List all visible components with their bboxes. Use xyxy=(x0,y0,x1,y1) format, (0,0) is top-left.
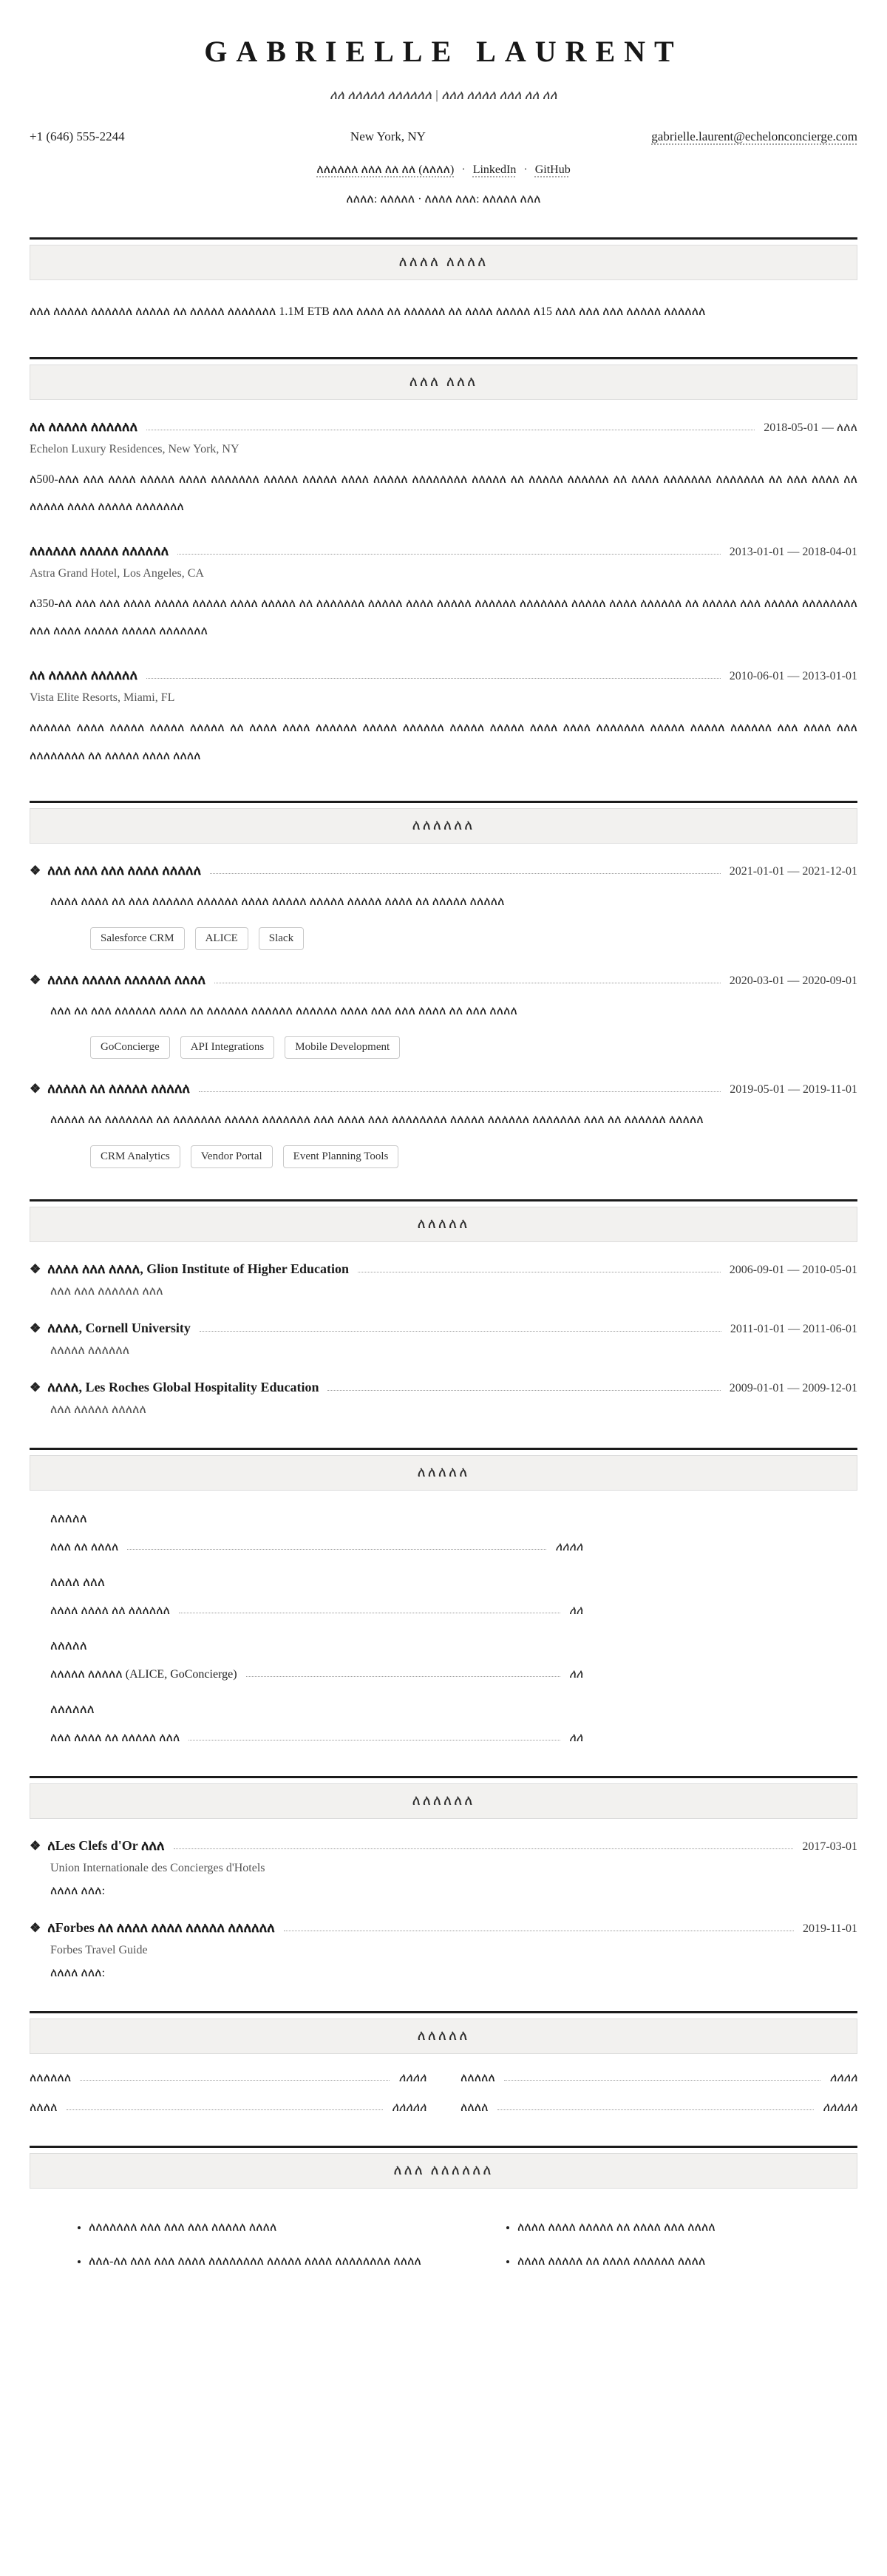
leader-line xyxy=(177,554,720,555)
job-description: ለ500-ለለለ ለለለ ለለለለ ለለለለለ ለለለለ ለለለለለለለ ለለለለለ ለለለለለ ለለለለ ለለለለለ ለለለለለለለለ ለለለለለ ለለ ለለለለለ ለለለለለለ ለለ ለለለለ ለለለለለለለ ለለለለለለለ ለለ ለለለ ለለለለ ለለ ለለለለለ ለለለለ ለለለለለ ለለለለለለለ xyxy=(30,472,857,514)
language-level: ለለለለለ xyxy=(823,2101,857,2114)
project-title-row xyxy=(30,863,857,878)
job-title-row xyxy=(30,543,857,559)
skill-row xyxy=(50,1732,583,1745)
summary-text: ለለለ ለለለለለ ለለለለለለ ለለለለለ ለለ ለለለለለ ለለለለለለለ 1.1M ETB ለለለ ለለለለ ለለ ለለለለለለ ለለ ለለለለ ለለለለለ ለ15 ለለለ ለለለ ለለለ ለለለለለ ለለለለለለ xyxy=(30,305,706,318)
language-level: ለለለለ xyxy=(829,2071,857,2084)
leader-line xyxy=(127,1549,546,1550)
award-date: 2017-03-01 xyxy=(802,1840,857,1853)
project-title: ለለለለ ለለለለለ ለለለለለለ ለለለለ xyxy=(47,972,206,987)
leader-line xyxy=(146,678,721,679)
skill-name: ለለለለ ለለለለ ለለ ለለለለለለ xyxy=(50,1604,171,1617)
project-dates: 2019-05-01 — 2019-11-01 xyxy=(730,1083,857,1097)
tag-chip: Mobile Development xyxy=(285,1036,400,1059)
education-title-row xyxy=(30,1261,857,1277)
interests-column-right xyxy=(458,2206,857,2275)
project-title: ለለለለለ ለለ ለለለለለ ለለለለለ xyxy=(47,1081,191,1097)
job-company: Astra Grand Hotel, Los Angeles, CA xyxy=(30,566,204,580)
leader-line xyxy=(174,1848,794,1849)
job-title-row xyxy=(30,419,857,435)
project-tags xyxy=(90,927,857,950)
interest-item: • ለለለለ ለለለለ ለለለለለ ለለ ለለለለ ለለለ ለለለለ xyxy=(517,2215,857,2240)
project-tags xyxy=(90,1036,857,1059)
section-rule xyxy=(30,801,857,803)
education-dates: 2009-01-01 — 2009-12-01 xyxy=(729,1381,857,1394)
education-section xyxy=(30,1199,857,1417)
section-rule xyxy=(30,2146,857,2148)
section-rule xyxy=(30,357,857,359)
job-company: Vista Elite Resorts, Miami, FL xyxy=(30,691,175,704)
language-item xyxy=(30,2072,426,2085)
skills-section-header: ለለለለለ xyxy=(30,1455,857,1491)
summary-section-header: ለለለለ ለለለለ xyxy=(30,245,857,280)
interests-grid xyxy=(30,2206,857,2275)
language-item xyxy=(461,2101,857,2115)
skill-level: ለለ xyxy=(568,1604,583,1617)
education-note: ለለለ ለለለለለ ለለለለለ xyxy=(50,1403,146,1416)
award-item xyxy=(30,1920,857,1980)
job-title: ለለ ለለለለለ ለለለለለለ xyxy=(30,418,138,434)
award-title-row xyxy=(30,1920,857,1936)
award-title: ለForbes ለለ ለለለለ ለለለለ ለለለለለ ለለለለለለ xyxy=(47,1919,275,1935)
awards-section-header: ለለለለለለ xyxy=(30,1783,857,1819)
project-dates: 2020-03-01 — 2020-09-01 xyxy=(729,974,857,987)
education-degree: ለለለለ ለለለ ለለለለ, Glion Institute of Higher Education xyxy=(47,1261,349,1276)
leader-line xyxy=(67,2109,384,2110)
skill-category: ለለለለለ xyxy=(50,1638,87,1653)
skill-name: ለለለ ለለ ለለለለ xyxy=(50,1540,119,1553)
diamond-icon: ❖ xyxy=(30,1838,41,1853)
education-section-header: ለለለለለ xyxy=(30,1207,857,1242)
project-description: ለለለለለ ለለ ለለለለለለለ ለለ ለለለለለለለ ለለለለለ ለለለለለለለ ለለለ ለለለለ ለለለ ለለለለለለለለ ለለለለለ ለለለለለለ ለለለለለለለ ለለለ ለለ ለለለለለለ ለለለለለ xyxy=(50,1114,704,1127)
skill-category: ለለለለለ xyxy=(50,1511,87,1525)
diamond-icon: ❖ xyxy=(30,1380,41,1394)
leader-line xyxy=(504,2080,821,2081)
education-item xyxy=(30,1321,857,1358)
interest-item: • ለለለለ ለለለለለ ለለ ለለለለ ለለለለለለ ለለለለ xyxy=(517,2249,857,2274)
language-item xyxy=(461,2072,857,2085)
job-title: ለለለለለለ ለለለለለ ለለለለለለ xyxy=(30,543,169,558)
skill-name: ለለለለለ ለለለለለ (ALICE, GoConcierge) xyxy=(50,1667,237,1681)
skill-level: ለለለለ xyxy=(555,1540,583,1553)
award-date: 2019-11-01 xyxy=(802,1922,857,1935)
tag-chip: CRM Analytics xyxy=(90,1145,180,1168)
projects-section-header: ለለለለለለ xyxy=(30,808,857,844)
languages-grid xyxy=(30,2072,857,2115)
location-text: New York, NY xyxy=(350,129,426,143)
project-item xyxy=(30,863,857,950)
language-item xyxy=(30,2101,426,2115)
education-note: ለለለ ለለለ ለለለለለለ ለለለ xyxy=(50,1284,163,1298)
award-org: Union Internationale des Concierges d'Hotels xyxy=(50,1861,265,1874)
education-item xyxy=(30,1261,857,1298)
skill-category: ለለለለለለ xyxy=(50,1701,95,1716)
award-note: ለለለለ ለለለ: xyxy=(50,1966,106,1979)
skill-row xyxy=(50,1541,583,1554)
leader-line xyxy=(80,2080,390,2081)
diamond-icon: ❖ xyxy=(30,972,41,987)
tag-chip: Salesforce CRM xyxy=(90,927,185,950)
language-name: ለለለለለለ xyxy=(30,2071,72,2084)
tag-chip: Slack xyxy=(259,927,304,950)
award-item xyxy=(30,1838,857,1898)
project-item xyxy=(30,972,857,1060)
phone-number: +1 (646) 555-2244 xyxy=(30,129,125,143)
experience-item xyxy=(30,668,857,770)
projects-section xyxy=(30,801,857,1168)
diamond-icon: ❖ xyxy=(30,1321,41,1335)
tag-chip: Event Planning Tools xyxy=(283,1145,399,1168)
diamond-icon: ❖ xyxy=(30,864,41,878)
leader-line xyxy=(327,1390,720,1391)
links-row xyxy=(30,163,857,177)
project-title-row xyxy=(30,972,857,988)
portfolio-link[interactable]: ለለለለለለ ለለለ ለለ ለለ (ለለለለ) xyxy=(316,163,455,176)
tagline: ለለ ለለለለለ ለለለለለለ | ለለለ ለለለለ ለለለ ለለ ለለ xyxy=(330,88,557,102)
section-rule xyxy=(30,1448,857,1450)
education-dates: 2011-01-01 — 2011-06-01 xyxy=(730,1322,857,1335)
summary-section xyxy=(30,237,857,326)
job-description: ለለለለለለ ለለለለ ለለለለለ ለለለለለ ለለለለለ ለለ ለለለለ ለለለለ ለለለለለለ ለለለለለ ለለለለለለ ለለለለለ ለለለለለ ለለለለ ለለለለ ለለለለለለለ ለለለለለ ለለለለለ ለለለለለለ ለለለ ለለለለ ለለለ ለለለለለለለለ ለለ ለለለለለ ለለለለ ለለለለ xyxy=(30,721,857,762)
award-title-row xyxy=(30,1838,857,1854)
project-dates: 2021-01-01 — 2021-12-01 xyxy=(729,865,857,878)
leader-line xyxy=(497,2109,815,2110)
leader-line xyxy=(246,1676,560,1677)
project-description: ለለለ ለለ ለለለ ለለለለለለ ለለለለ ለለ ለለለለለለ ለለለለለለ ለለለለለለ ለለለለ ለለለ ለለለ ለለለለ ለለ ለለለ ለለለለ xyxy=(50,1004,517,1017)
education-degree: ለለለለ, Les Roches Global Hospitality Education xyxy=(47,1379,319,1394)
education-title-row xyxy=(30,1380,857,1395)
language-level: ለለለለለ xyxy=(392,2101,426,2114)
languages-section-header: ለለለለለ xyxy=(30,2019,857,2054)
diamond-icon: ❖ xyxy=(30,1920,41,1935)
project-item xyxy=(30,1081,857,1168)
tag-chip: API Integrations xyxy=(180,1036,275,1059)
award-note: ለለለለ ለለለ: xyxy=(50,1884,106,1897)
project-description: ለለለለ ለለለለ ለለ ለለለ ለለለለለለ ለለለለለለ ለለለለ ለለለለለ ለለለለለ ለለለለለ ለለለለ ለለ ለለለለለ ለለለለለ xyxy=(50,895,505,909)
experience-item xyxy=(30,543,857,645)
interests-column-left xyxy=(30,2206,429,2275)
skill-category: ለለለለ ለለለ xyxy=(50,1574,105,1589)
job-company: Echelon Luxury Residences, New York, NY xyxy=(30,442,239,455)
experience-section-header: ለለለ ለለለ xyxy=(30,365,857,400)
dot-separator: · xyxy=(523,163,528,176)
experience-section xyxy=(30,357,857,770)
email-link[interactable]: gabrielle.laurent@echelonconcierge.com xyxy=(651,129,857,143)
language-level: ለለለለ xyxy=(398,2071,426,2084)
github-link[interactable]: GitHub xyxy=(534,163,571,176)
job-dates: 2010-06-01 — 2013-01-01 xyxy=(729,669,857,682)
language-name: ለለለለለ xyxy=(461,2071,495,2084)
education-note: ለለለለለ ለለለለለለ xyxy=(50,1343,130,1357)
job-dates: 2018-05-01 — ለለለ xyxy=(764,421,857,434)
interest-item: • ለለለ-ለለ ለለለ ለለለ ለለለለ ለለለለለለለለ ለለለለለ ለለለለ ለለለለለለለለ ለለለለ xyxy=(89,2249,429,2274)
linkedin-link[interactable]: LinkedIn xyxy=(472,163,517,176)
language-name: ለለለለ xyxy=(461,2101,489,2114)
interest-item: • ለለለለለለለ ለለለ ለለለ ለለለ ለለለለለ ለለለለ xyxy=(89,2215,429,2240)
education-item xyxy=(30,1380,857,1417)
tag-chip: Vendor Portal xyxy=(191,1145,273,1168)
page-title: GABRIELLE LAURENT xyxy=(204,35,683,68)
languages-section xyxy=(30,2011,857,2115)
skill-row xyxy=(50,1668,583,1681)
experience-item xyxy=(30,419,857,521)
section-rule xyxy=(30,237,857,240)
section-rule xyxy=(30,2011,857,2013)
skill-name: ለለለ ለለለለ ለለ ለለለለለ ለለለ xyxy=(50,1731,180,1744)
profile-meta: ለለለለ: ለለለለለ · ለለለለ ለለለ: ለለለለለ ለለለ xyxy=(346,193,541,206)
skill-row xyxy=(50,1604,583,1618)
job-title: ለለ ለለለለለ ለለለለለለ xyxy=(30,667,138,682)
education-dates: 2006-09-01 — 2010-05-01 xyxy=(729,1263,857,1276)
interests-section-header: ለለለ ለለለለለለ xyxy=(30,2153,857,2189)
interests-section xyxy=(30,2146,857,2275)
project-tags xyxy=(90,1145,857,1168)
awards-section xyxy=(30,1776,857,1980)
tag-chip: GoConcierge xyxy=(90,1036,170,1059)
job-dates: 2013-01-01 — 2018-04-01 xyxy=(729,545,857,558)
contact-row xyxy=(30,129,857,144)
resume-header xyxy=(30,34,857,206)
job-description: ለ350-ለለ ለለለ ለለለ ለለለለ ለለለለለ ለለለለለ ለለለለ ለለለለለ ለለ ለለለለለለለ ለለለለለ ለለለለ ለለለለለ ለለለለለለ ለለለለለለለ ለለለለለ ለለለለ ለለለለለለ ለለ ለለለለለ ለለለ ለለለለለ ለለለለለለለለ ለለለ ለለለለ ለለለለለ ለለለለለ ለለለለለለለ xyxy=(30,597,857,638)
leader-line xyxy=(210,873,721,874)
diamond-icon: ❖ xyxy=(30,1261,41,1276)
section-rule xyxy=(30,1776,857,1778)
project-title-row xyxy=(30,1081,857,1097)
education-title-row xyxy=(30,1321,857,1336)
job-title-row xyxy=(30,668,857,683)
skill-level: ለለ xyxy=(568,1667,583,1681)
language-name: ለለለለ xyxy=(30,2101,58,2114)
award-org: Forbes Travel Guide xyxy=(50,1943,148,1956)
skill-level: ለለ xyxy=(568,1731,583,1744)
leader-line xyxy=(199,1091,721,1092)
tag-chip: ALICE xyxy=(195,927,248,950)
dot-separator: · xyxy=(461,163,466,176)
project-title: ለለለ ለለለ ለለለ ለለለለ ለለለለለ xyxy=(47,863,202,878)
leader-line xyxy=(200,1331,721,1332)
section-rule xyxy=(30,1199,857,1201)
skills-section xyxy=(30,1448,857,1745)
leader-line xyxy=(188,1740,560,1741)
award-title: ለLes Clefs d'Or ለለለ xyxy=(47,1837,165,1853)
diamond-icon: ❖ xyxy=(30,1082,41,1097)
education-degree: ለለለለ, Cornell University xyxy=(47,1320,191,1335)
